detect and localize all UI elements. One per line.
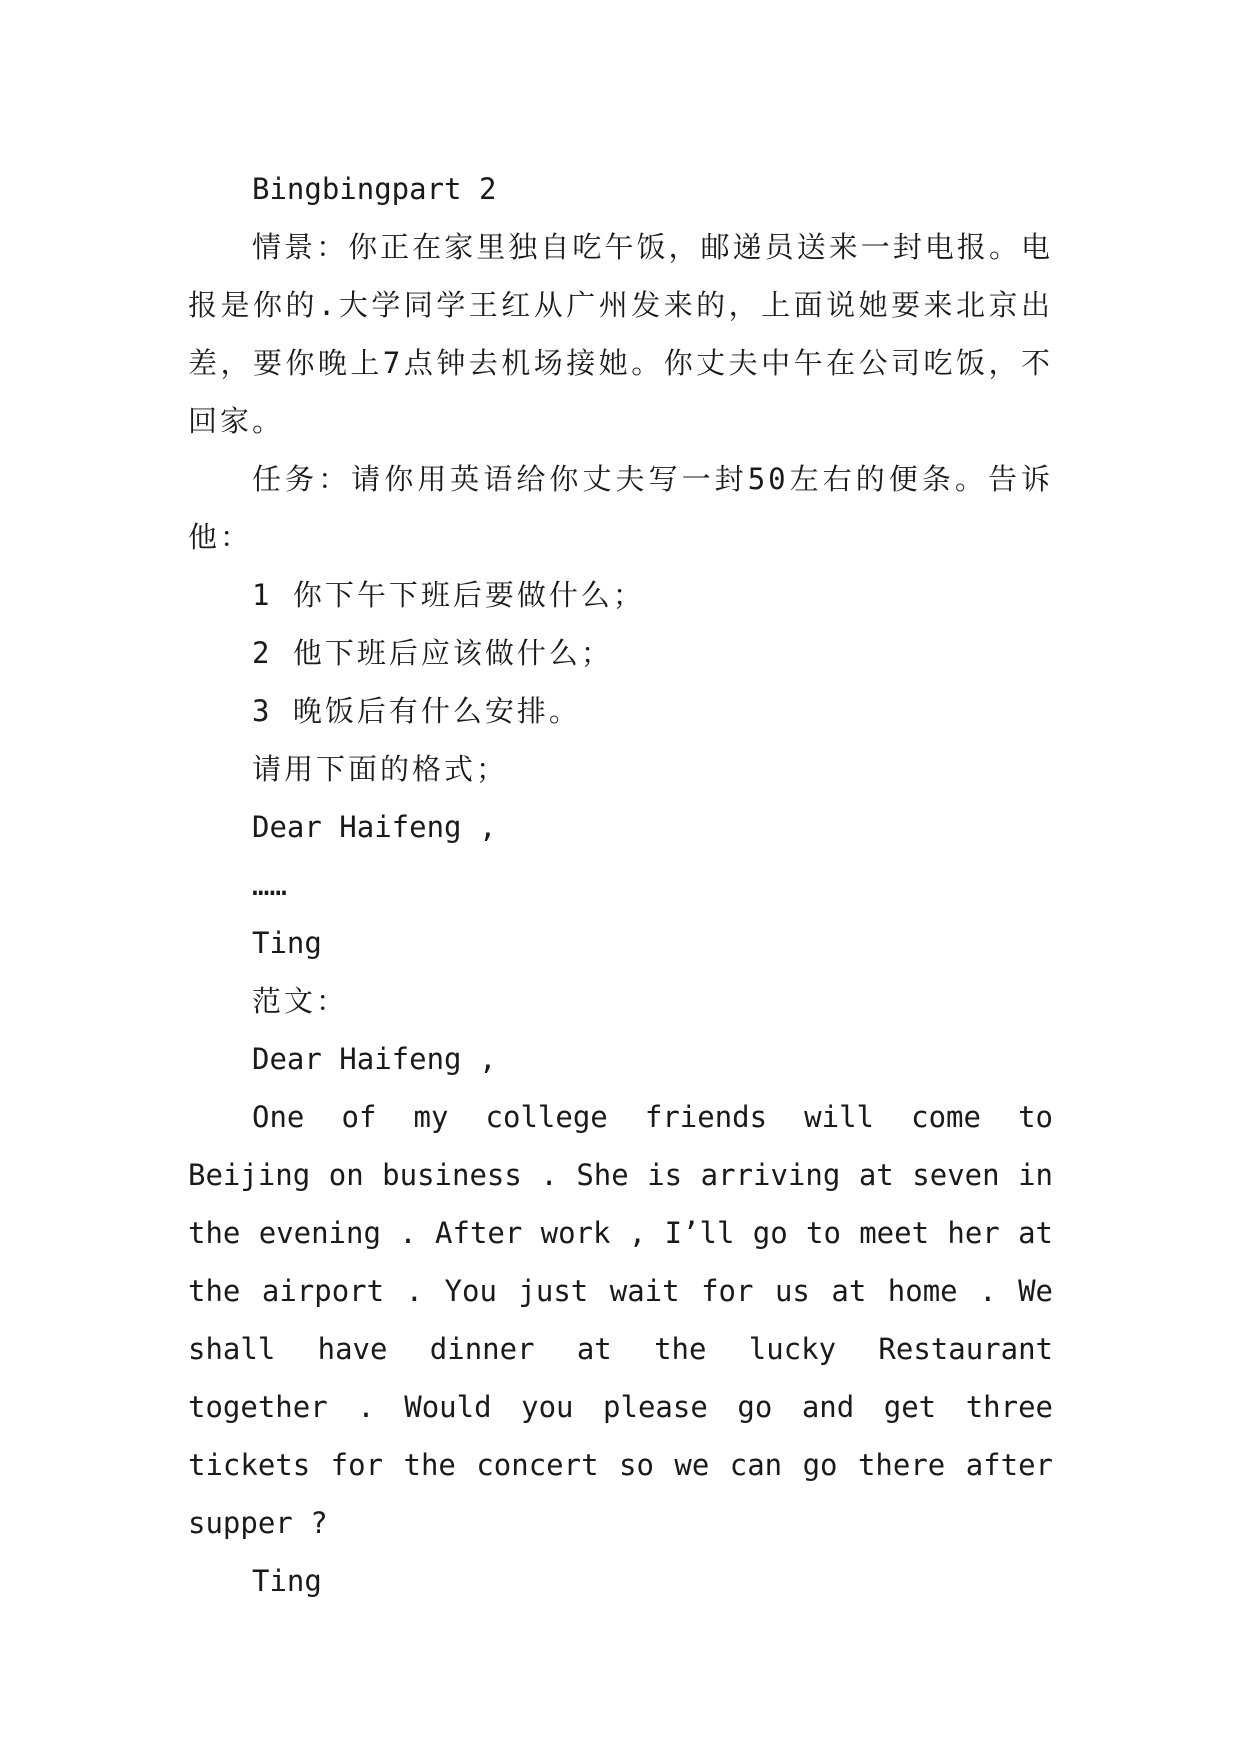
format-greeting: Dear Haifeng , (252, 810, 497, 844)
format-signature: Ting (252, 926, 322, 960)
format-intro: 请用下面的格式； (252, 752, 509, 786)
sample-body: One of my college friends will come to Beijing on business . She is arriving at seven in the evening . After work , I’ll go to meet her at the airport . You just wait for us at home . We shall have dinner at the lucky Restaurant together . Would you please go and get three tickets for the concert so we can go there after supper ? (188, 1100, 1053, 1540)
document-content (188, 160, 1053, 1610)
task-item-2: 2 他下班后应该做什么； (252, 636, 613, 670)
situation-paragraph: 情景：你正在家里独自吃午饭，邮递员送来一封电报。电报是你的.大学同学王红从广州发来的，上面说她要来北京出差，要你晚上7点钟去机场接她。你丈夫中午在公司吃饭，不回家。 (188, 230, 1053, 438)
format-ellipsis: …… (252, 868, 287, 902)
sample-heading: 范文： (252, 984, 349, 1018)
task-item-1: 1 你下午下班后要做什么； (252, 578, 645, 612)
document-title: Bingbingpart 2 (252, 172, 497, 206)
task-item-3: 3 晚饭后有什么安排。 (252, 694, 581, 728)
sample-greeting: Dear Haifeng , (252, 1042, 497, 1076)
sample-signature: Ting (252, 1564, 322, 1598)
task-paragraph: 任务：请你用英语给你丈夫写一封50左右的便条。告诉他： (188, 462, 1053, 554)
